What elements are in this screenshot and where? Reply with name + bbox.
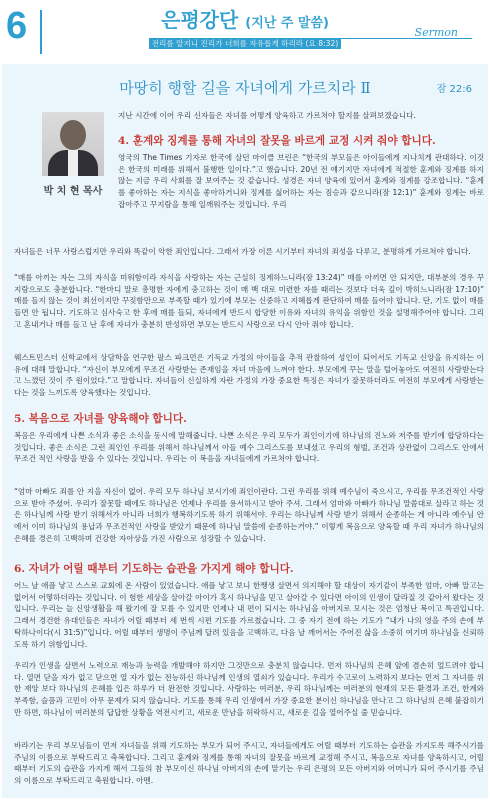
section-5-paragraph-2: “엄마 아빠도 죄를 안 지을 자신이 없어. 우리 모두 하나님 보시기에 죄인이란다. 그런 우리를 위해 예수님이 죽으시고, 우리를 무조건적인 사랑으로 받아 주셨어. 우리가 잘못할 때에도 하나님은 언제나 우리를 용서하시고 받아 주셔. 그래서 엄마와 아빠가 하나님 말씀대로 살라고 하는 것은 하나님께 사랑 받기 위해서가 아니라 너희가 행복하기도록 하기 위해서야. 우리는 하나님께 사랑 받기 위해서 순종하는 게 아니라 예수님 안에서 이미 하나님의 용납과 무조건적인 사랑을 받았기 때문에 하나님 말씀에 순종하는거야.” 이렇게 복음으로 양육할 때 우리 자녀가 하나님의 은혜를 경은히 고백하며 건강한 자아상을 가진 사람으로 성장할 수 있습니다. (14, 487, 484, 543)
sermon-intro: 지난 시간에 이어 우리 신자들은 자녀를 어떻게 양육하고 가르쳐야 할지를 살펴보겠습니다. (118, 111, 416, 120)
sermon-title: 마땅히 행할 길을 자녀에게 가르치라 Ⅱ (119, 79, 371, 97)
pastor-name: 박 치 현 목사 (43, 186, 103, 197)
section-6-heading: 6. 자녀가 어릴 때부터 기도하는 습관을 가지게 해야 합니다. (14, 563, 294, 575)
page-number: 6 (6, 5, 28, 47)
scripture-reference: 잠 22:6 (436, 84, 472, 95)
section-title-main: 은평강단 (161, 8, 239, 32)
page-header (0, 0, 490, 62)
section-5-heading: 5. 복음으로 자녀를 양육해야 합니다. (14, 413, 187, 425)
section-title-suffix: (지난 주 말씀) (245, 16, 329, 31)
pastor-photo (42, 112, 104, 176)
section-6-paragraph-2: 우리가 인생을 살면서 노력으로 재능과 능력을 개발해야 하지만 그것만으로 충분치 않습니다. 먼저 하나님의 은혜 앞에 겸손히 엎드려야 합니다. 열면 닫을 자가 없고 닫으면 열 자가 없는 전능하신 하나님께 인생의 열쇠가 있습니다. 우리가 수고로이 노력하지 보다는 먼저 그 자녀를 위한 재앙 보다 하나님의 은혜를 입은 하루가 더 완전한 것입니다. 사랑하는 여러분, 우리 하나님께는 여러분의 현재의 모든 환경과 조건, 한계와 부족함, 슬픔과 고민이 아무 문제가 되지 않습니다. 기도를 통해 우리 인생에서 가장 중요한 분이신 하나님을 만나고 그 하나님의 은혜 붙잡히기만 하면, 하나님이 여러분의 답답한 상황을 역전시키고, 새로운 만남을 허락하시고, 새로운 길을 열어주실 줄 믿습니다. (14, 661, 484, 717)
header-verse (0, 38, 490, 50)
section-4-paragraph-1b: 자녀들은 너무 사랑스럽지만 우리와 똑같이 악한 죄인입니다. 그래서 가장 이른 시기부터 자녀의 죄성을 다루고, 분명하게 가르쳐야 합니다. (14, 247, 471, 256)
sermon-label: Sermon (414, 26, 458, 39)
section-4-heading: 4. 훈계와 징계를 통해 자녀의 잘못을 바르게 교정 시켜 줘야 합니다. (118, 135, 436, 147)
section-4-paragraph-2: “매를 아끼는 자는 그의 자식을 미워함이라 자식을 사랑하는 자는 근실히 징계하느니라(잠 13:24)” 매를 아끼면 안 되지만, 대부분의 경우 꾸지람으로도 충분합니다. “한마디 말로 총명한 자에게 충고하는 것이 매 백 대로 미련한 자를 때리는 것보다 더욱 깊이 박히느니라(잠 17:10)” 매를 들지 않는 것이 최선이지만 꾸짖함만으로 부족할 때가 있기에 부모는 신중하고 지혜롭게 판단하여 매를 들어야 합니다. 단, 기도 없이 매를 들면 안 됩니다. 기도하고 심사숙고 한 후에 매를 들되, 자녀에게 반드시 합당한 이유와 자녀의 유익을 위함인 것을 설명해주어야 합니다. 그리고 혼내거나 매를 들고 난 후에 자녀가 충분히 반성하면 부모는 반드시 사랑으로 다시 안아 줘야 합니다. (14, 273, 484, 329)
pastor-photo-head (60, 120, 86, 150)
section-5-paragraph-1: 복음은 우리에게 나쁜 소식과 좋은 소식을 동시에 말해줍니다. 나쁜 소식은 우리 모두가 죄인이기에 하나님의 진노와 저주를 받기에 합당하다는 것입니다. 좋은 소식은 그런 죄인인 우리를 위해서 하나님께서 아들 예수 그리스도를 보내셨고 우리의 형벌, 조건과 상관없이 그리스도 안에서 무조건 적인 사랑을 받을 수 있다는 것입니다. 우리는 이 복음을 자녀들에게 가르쳐야 합니다. (14, 431, 484, 464)
section-4-paragraph-3: 웨스트민스터 신학교에서 상담학을 연구한 팔스 파크먼은 기독교 가정의 아이들을 추적 관찰하여 성인이 되어서도 기독교 신앙을 유지하는 이유에 대해 말합니다. “자신이 부모에게 무조건 사랑받는 존재임을 자녀 마음에 느껴야 한다. 부모에게 꾸는 말을 털어놓아도 여전히 사랑받는다고 느꼈던 것이 주 원이었다.”고 말합니다. 자녀들이 신실하게 자란 가정의 가장 중요한 특징은 자녀가 잘못하더라도 여전히 부모에게 사랑받는 다는 것을 느끼도록 양육했다는 것입니다. (14, 353, 484, 398)
header-verse-text: 전리를 알지니 진리가 너희를 자유롭게 하리라 (요 8:32) (149, 38, 342, 49)
section-6-paragraph-1: 어느 날 애플 낳고 스스로 교회에 온 사람이 있었습니다. 애플 낳고 보니 한쨍생 살면서 의지해야 할 대상이 자기같이 부족한 엄마, 아빠 말고는 없어서 어떻하더라는 것입니다. 이 험한 세상을 살아갈 아이가 혹시 하나님을 믿고 살아갈 수 있다면 아이의 인생이 달라질 것 같아서 왔다는 것입니다. 우리는 늘 신앙생활을 해 왔기에 잘 모를 수 있지만 언제나 내 편이 되시는 하나님을 아버지로 모시는 것은 엄청난 복이고 특권입니다. 그래서 경건한 유대인들은 자녀가 어릴 때부터 세 번씩 시편 기도를 가르쳤습니다. 그 중 자기 전에 하는 기도가 “내가 나의 영을 주의 손에 부탁하나이다(시 31:5)”입니다. 어릴 때부터 생명이 주님께 달려 있음을 고백하고, 다음 날 깨어서는 주어진 삶을 소중히 여기며 하나님을 신뢰하도록 하기 위함입니다. (14, 581, 484, 649)
pastor-photo-shirt (68, 150, 78, 176)
section-4-paragraph-1a: 영국의 The Times 기자로 한국에 살던 마이클 브린은 “한국의 부모들은 아이들에게 지나치게 관대하다. 이것은 한국의 미래를 위해서 불행한 일이다.”고 했습니다. 20년 전 얘기지만 자녀에게 적절한 훈계와 징계를 하지 않는 지금 우리 사회를 잘 보여주는 것 같습니다. 성경은 자녀 양육에 있어서 훈계와 징계를 강조합니다. “훈계를 좋아하는 자는 지식을 좋아하거니와 징계를 싫어하는 자는 짐승과 같으니라(잠 12:1)” 훈계와 징계는 바로 잡아주고 꾸지람을 통해 일깨워주는 것입니다. 우리 (118, 153, 484, 209)
section-6-paragraph-3: 바라기는 우리 부모님들이 먼저 자녀들을 위해 기도하는 부모가 되어 주시고, 자녀들에게도 어릴 때부터 기도하는 습관을 가지도록 해주시기를 주님의 이름으로 부탁드리고 축복합니다. 그리고 훈계와 징계를 통해 자녀의 잘못을 바르게 교정해 주시고, 복음으로 자녀를 양육하시고, 어릴 때부터 기도의 습관을 가지게 해서 그들의 참 부모이신 하나님 아버지의 손에 맡기는 우리 은평의 모든 아버지와 어머니가 되어 주시기를 주님의 이름으로 부탁드리고 축원합니다. 아멘. (14, 741, 484, 786)
